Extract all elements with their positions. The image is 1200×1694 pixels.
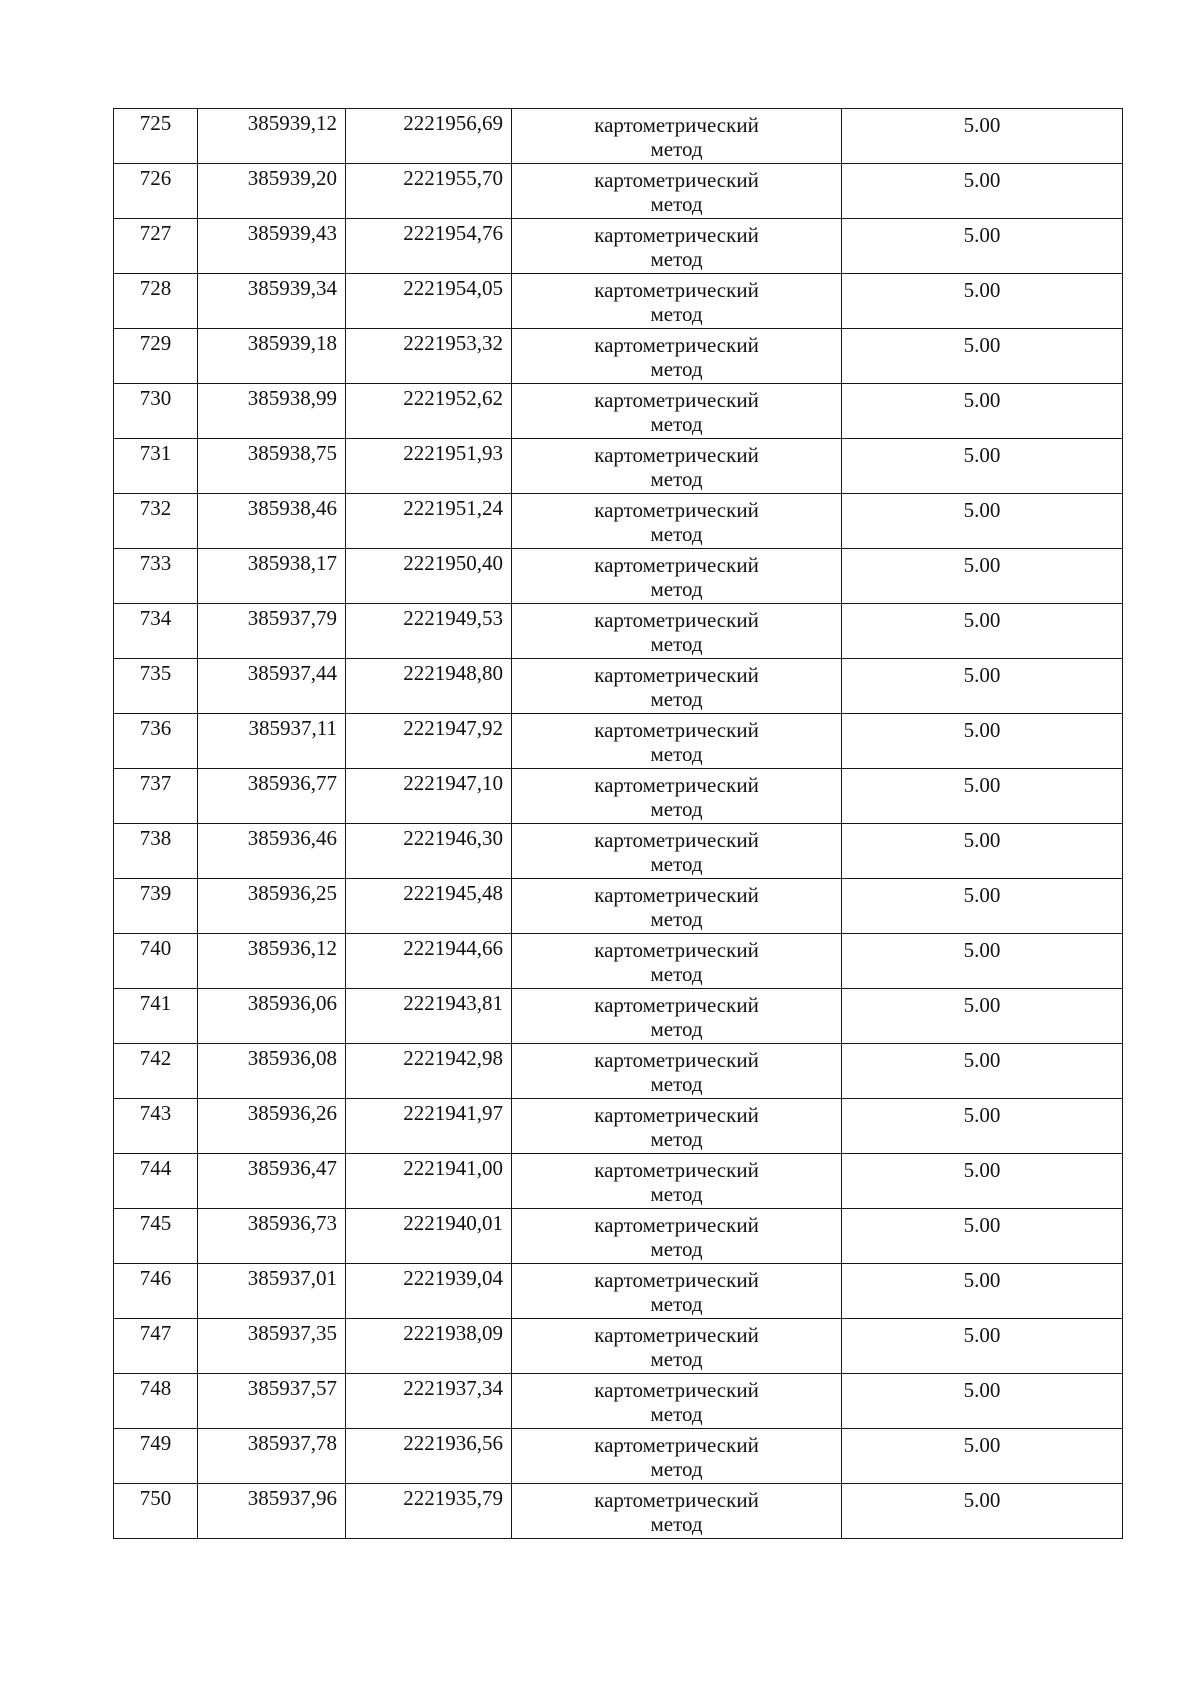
method-line-1: картометрический: [594, 498, 759, 522]
method-cell: [512, 824, 842, 879]
accuracy-cell: 5.00: [842, 439, 1123, 494]
method-cell: [512, 384, 842, 439]
method-line-2: метод: [650, 1292, 703, 1316]
x-coordinate-cell: 385938,75: [198, 439, 346, 494]
x-coordinate-cell: 385937,79: [198, 604, 346, 659]
method-cell: [512, 714, 842, 769]
y-coordinate-cell: 2221945,48: [346, 879, 512, 934]
method-line-2: метод: [650, 1127, 703, 1151]
x-coordinate-cell: 385939,20: [198, 164, 346, 219]
method-line-2: метод: [650, 1512, 703, 1536]
accuracy-cell: 5.00: [842, 1484, 1123, 1539]
y-coordinate-cell: 2221954,05: [346, 274, 512, 329]
y-coordinate-cell: 2221947,92: [346, 714, 512, 769]
x-coordinate-cell: 385938,46: [198, 494, 346, 549]
table-row: [114, 219, 1123, 274]
method-cell: [512, 494, 842, 549]
y-coordinate-cell: 2221939,04: [346, 1264, 512, 1319]
method-line-1: картометрический: [594, 113, 759, 137]
point-number-cell: 746: [114, 1264, 198, 1319]
method-line-1: картометрический: [594, 993, 759, 1017]
x-coordinate-cell: 385938,99: [198, 384, 346, 439]
x-coordinate-cell: 385938,17: [198, 549, 346, 604]
table-row: [114, 1429, 1123, 1484]
x-coordinate-cell: 385936,26: [198, 1099, 346, 1154]
method-line-1: картометрический: [594, 278, 759, 302]
method-cell: [512, 1044, 842, 1099]
method-cell: [512, 659, 842, 714]
accuracy-cell: 5.00: [842, 549, 1123, 604]
accuracy-cell: 5.00: [842, 714, 1123, 769]
table-row: [114, 384, 1123, 439]
method-line-2: метод: [650, 742, 703, 766]
y-coordinate-cell: 2221937,34: [346, 1374, 512, 1429]
method-cell: [512, 879, 842, 934]
method-line-2: метод: [650, 467, 703, 491]
method-cell: [512, 1154, 842, 1209]
method-cell: [512, 549, 842, 604]
accuracy-cell: 5.00: [842, 1154, 1123, 1209]
method-line-1: картометрический: [594, 718, 759, 742]
point-number-cell: 739: [114, 879, 198, 934]
table-row: [114, 1044, 1123, 1099]
method-cell: [512, 1264, 842, 1319]
accuracy-cell: 5.00: [842, 604, 1123, 659]
point-number-cell: 726: [114, 164, 198, 219]
point-number-cell: 747: [114, 1319, 198, 1374]
y-coordinate-cell: 2221948,80: [346, 659, 512, 714]
x-coordinate-cell: 385936,25: [198, 879, 346, 934]
y-coordinate-cell: 2221951,93: [346, 439, 512, 494]
method-cell: [512, 934, 842, 989]
y-coordinate-cell: 2221940,01: [346, 1209, 512, 1264]
method-line-2: метод: [650, 632, 703, 656]
method-line-1: картометрический: [594, 938, 759, 962]
point-number-cell: 728: [114, 274, 198, 329]
method-line-2: метод: [650, 1237, 703, 1261]
accuracy-cell: 5.00: [842, 989, 1123, 1044]
method-line-2: метод: [650, 1017, 703, 1041]
accuracy-cell: 5.00: [842, 1319, 1123, 1374]
method-line-1: картометрический: [594, 223, 759, 247]
table-row: [114, 1484, 1123, 1539]
y-coordinate-cell: 2221944,66: [346, 934, 512, 989]
method-line-2: метод: [650, 302, 703, 326]
point-number-cell: 740: [114, 934, 198, 989]
point-number-cell: 743: [114, 1099, 198, 1154]
y-coordinate-cell: 2221942,98: [346, 1044, 512, 1099]
method-cell: [512, 109, 842, 164]
table-row: [114, 824, 1123, 879]
x-coordinate-cell: 385936,46: [198, 824, 346, 879]
table-row: [114, 329, 1123, 384]
method-line-1: картометрический: [594, 168, 759, 192]
method-cell: [512, 439, 842, 494]
method-cell: [512, 1374, 842, 1429]
point-number-cell: 744: [114, 1154, 198, 1209]
method-line-2: метод: [650, 192, 703, 216]
table-row: [114, 494, 1123, 549]
accuracy-cell: 5.00: [842, 1044, 1123, 1099]
method-cell: [512, 1209, 842, 1264]
method-line-1: картометрический: [594, 1378, 759, 1402]
accuracy-cell: 5.00: [842, 329, 1123, 384]
point-number-cell: 731: [114, 439, 198, 494]
method-line-2: метод: [650, 852, 703, 876]
method-line-2: метод: [650, 247, 703, 271]
method-cell: [512, 329, 842, 384]
table-row: [114, 604, 1123, 659]
y-coordinate-cell: 2221938,09: [346, 1319, 512, 1374]
accuracy-cell: 5.00: [842, 219, 1123, 274]
x-coordinate-cell: 385937,01: [198, 1264, 346, 1319]
method-cell: [512, 989, 842, 1044]
accuracy-cell: 5.00: [842, 1209, 1123, 1264]
point-number-cell: 748: [114, 1374, 198, 1429]
x-coordinate-cell: 385939,18: [198, 329, 346, 384]
method-line-1: картометрический: [594, 828, 759, 852]
method-line-2: метод: [650, 797, 703, 821]
x-coordinate-cell: 385936,06: [198, 989, 346, 1044]
method-line-2: метод: [650, 1402, 703, 1426]
method-line-1: картометрический: [594, 1268, 759, 1292]
method-line-1: картометрический: [594, 1433, 759, 1457]
method-line-1: картометрический: [594, 1158, 759, 1182]
method-cell: [512, 219, 842, 274]
x-coordinate-cell: 385937,78: [198, 1429, 346, 1484]
point-number-cell: 734: [114, 604, 198, 659]
point-number-cell: 736: [114, 714, 198, 769]
y-coordinate-cell: 2221943,81: [346, 989, 512, 1044]
table-row: [114, 989, 1123, 1044]
method-cell: [512, 604, 842, 659]
accuracy-cell: 5.00: [842, 934, 1123, 989]
method-line-2: метод: [650, 522, 703, 546]
table-row: [114, 274, 1123, 329]
table-row: [114, 769, 1123, 824]
accuracy-cell: 5.00: [842, 274, 1123, 329]
method-line-2: метод: [650, 1457, 703, 1481]
method-line-1: картометрический: [594, 1488, 759, 1512]
y-coordinate-cell: 2221946,30: [346, 824, 512, 879]
accuracy-cell: 5.00: [842, 384, 1123, 439]
table-row: [114, 934, 1123, 989]
table-row: [114, 879, 1123, 934]
y-coordinate-cell: 2221947,10: [346, 769, 512, 824]
x-coordinate-cell: 385939,43: [198, 219, 346, 274]
x-coordinate-cell: 385939,12: [198, 109, 346, 164]
method-line-1: картометрический: [594, 663, 759, 687]
table-row: [114, 1209, 1123, 1264]
accuracy-cell: 5.00: [842, 109, 1123, 164]
coordinates-table-body: [114, 109, 1123, 1539]
method-cell: [512, 769, 842, 824]
y-coordinate-cell: 2221952,62: [346, 384, 512, 439]
method-line-1: картометрический: [594, 1103, 759, 1127]
point-number-cell: 727: [114, 219, 198, 274]
y-coordinate-cell: 2221941,97: [346, 1099, 512, 1154]
x-coordinate-cell: 385937,57: [198, 1374, 346, 1429]
point-number-cell: 730: [114, 384, 198, 439]
table-row: [114, 1099, 1123, 1154]
point-number-cell: 745: [114, 1209, 198, 1264]
method-line-1: картометрический: [594, 773, 759, 797]
x-coordinate-cell: 385936,47: [198, 1154, 346, 1209]
method-line-1: картометрический: [594, 553, 759, 577]
point-number-cell: 735: [114, 659, 198, 714]
method-line-2: метод: [650, 412, 703, 436]
point-number-cell: 733: [114, 549, 198, 604]
point-number-cell: 732: [114, 494, 198, 549]
method-line-2: метод: [650, 1347, 703, 1371]
point-number-cell: 725: [114, 109, 198, 164]
method-line-1: картометрический: [594, 608, 759, 632]
table-row: [114, 439, 1123, 494]
accuracy-cell: 5.00: [842, 494, 1123, 549]
coordinates-table: [113, 108, 1123, 1539]
accuracy-cell: 5.00: [842, 1429, 1123, 1484]
table-row: [114, 1374, 1123, 1429]
accuracy-cell: 5.00: [842, 879, 1123, 934]
method-line-2: метод: [650, 577, 703, 601]
y-coordinate-cell: 2221951,24: [346, 494, 512, 549]
point-number-cell: 741: [114, 989, 198, 1044]
method-line-1: картометрический: [594, 1323, 759, 1347]
table-row: [114, 1319, 1123, 1374]
method-cell: [512, 1099, 842, 1154]
method-line-1: картометрический: [594, 1213, 759, 1237]
method-line-2: метод: [650, 1182, 703, 1206]
x-coordinate-cell: 385937,44: [198, 659, 346, 714]
y-coordinate-cell: 2221956,69: [346, 109, 512, 164]
x-coordinate-cell: 385936,73: [198, 1209, 346, 1264]
accuracy-cell: 5.00: [842, 164, 1123, 219]
accuracy-cell: 5.00: [842, 1374, 1123, 1429]
point-number-cell: 738: [114, 824, 198, 879]
method-cell: [512, 1484, 842, 1539]
y-coordinate-cell: 2221954,76: [346, 219, 512, 274]
table-row: [114, 1264, 1123, 1319]
method-cell: [512, 274, 842, 329]
x-coordinate-cell: 385936,12: [198, 934, 346, 989]
table-row: [114, 659, 1123, 714]
method-line-2: метод: [650, 907, 703, 931]
y-coordinate-cell: 2221935,79: [346, 1484, 512, 1539]
method-line-2: метод: [650, 357, 703, 381]
method-cell: [512, 1319, 842, 1374]
method-line-1: картометрический: [594, 443, 759, 467]
point-number-cell: 737: [114, 769, 198, 824]
accuracy-cell: 5.00: [842, 1099, 1123, 1154]
x-coordinate-cell: 385937,96: [198, 1484, 346, 1539]
method-line-1: картометрический: [594, 333, 759, 357]
y-coordinate-cell: 2221949,53: [346, 604, 512, 659]
x-coordinate-cell: 385937,11: [198, 714, 346, 769]
method-cell: [512, 1429, 842, 1484]
y-coordinate-cell: 2221953,32: [346, 329, 512, 384]
table-row: [114, 549, 1123, 604]
point-number-cell: 750: [114, 1484, 198, 1539]
y-coordinate-cell: 2221941,00: [346, 1154, 512, 1209]
x-coordinate-cell: 385936,08: [198, 1044, 346, 1099]
table-row: [114, 714, 1123, 769]
method-line-1: картометрический: [594, 388, 759, 412]
accuracy-cell: 5.00: [842, 824, 1123, 879]
table-row: [114, 164, 1123, 219]
method-cell: [512, 164, 842, 219]
method-line-1: картометрический: [594, 1048, 759, 1072]
y-coordinate-cell: 2221955,70: [346, 164, 512, 219]
accuracy-cell: 5.00: [842, 659, 1123, 714]
method-line-1: картометрический: [594, 883, 759, 907]
method-line-2: метод: [650, 962, 703, 986]
x-coordinate-cell: 385939,34: [198, 274, 346, 329]
table-row: [114, 109, 1123, 164]
accuracy-cell: 5.00: [842, 1264, 1123, 1319]
x-coordinate-cell: 385936,77: [198, 769, 346, 824]
point-number-cell: 749: [114, 1429, 198, 1484]
method-line-2: метод: [650, 137, 703, 161]
x-coordinate-cell: 385937,35: [198, 1319, 346, 1374]
point-number-cell: 729: [114, 329, 198, 384]
accuracy-cell: 5.00: [842, 769, 1123, 824]
point-number-cell: 742: [114, 1044, 198, 1099]
table-row: [114, 1154, 1123, 1209]
method-line-2: метод: [650, 1072, 703, 1096]
y-coordinate-cell: 2221936,56: [346, 1429, 512, 1484]
method-line-2: метод: [650, 687, 703, 711]
y-coordinate-cell: 2221950,40: [346, 549, 512, 604]
